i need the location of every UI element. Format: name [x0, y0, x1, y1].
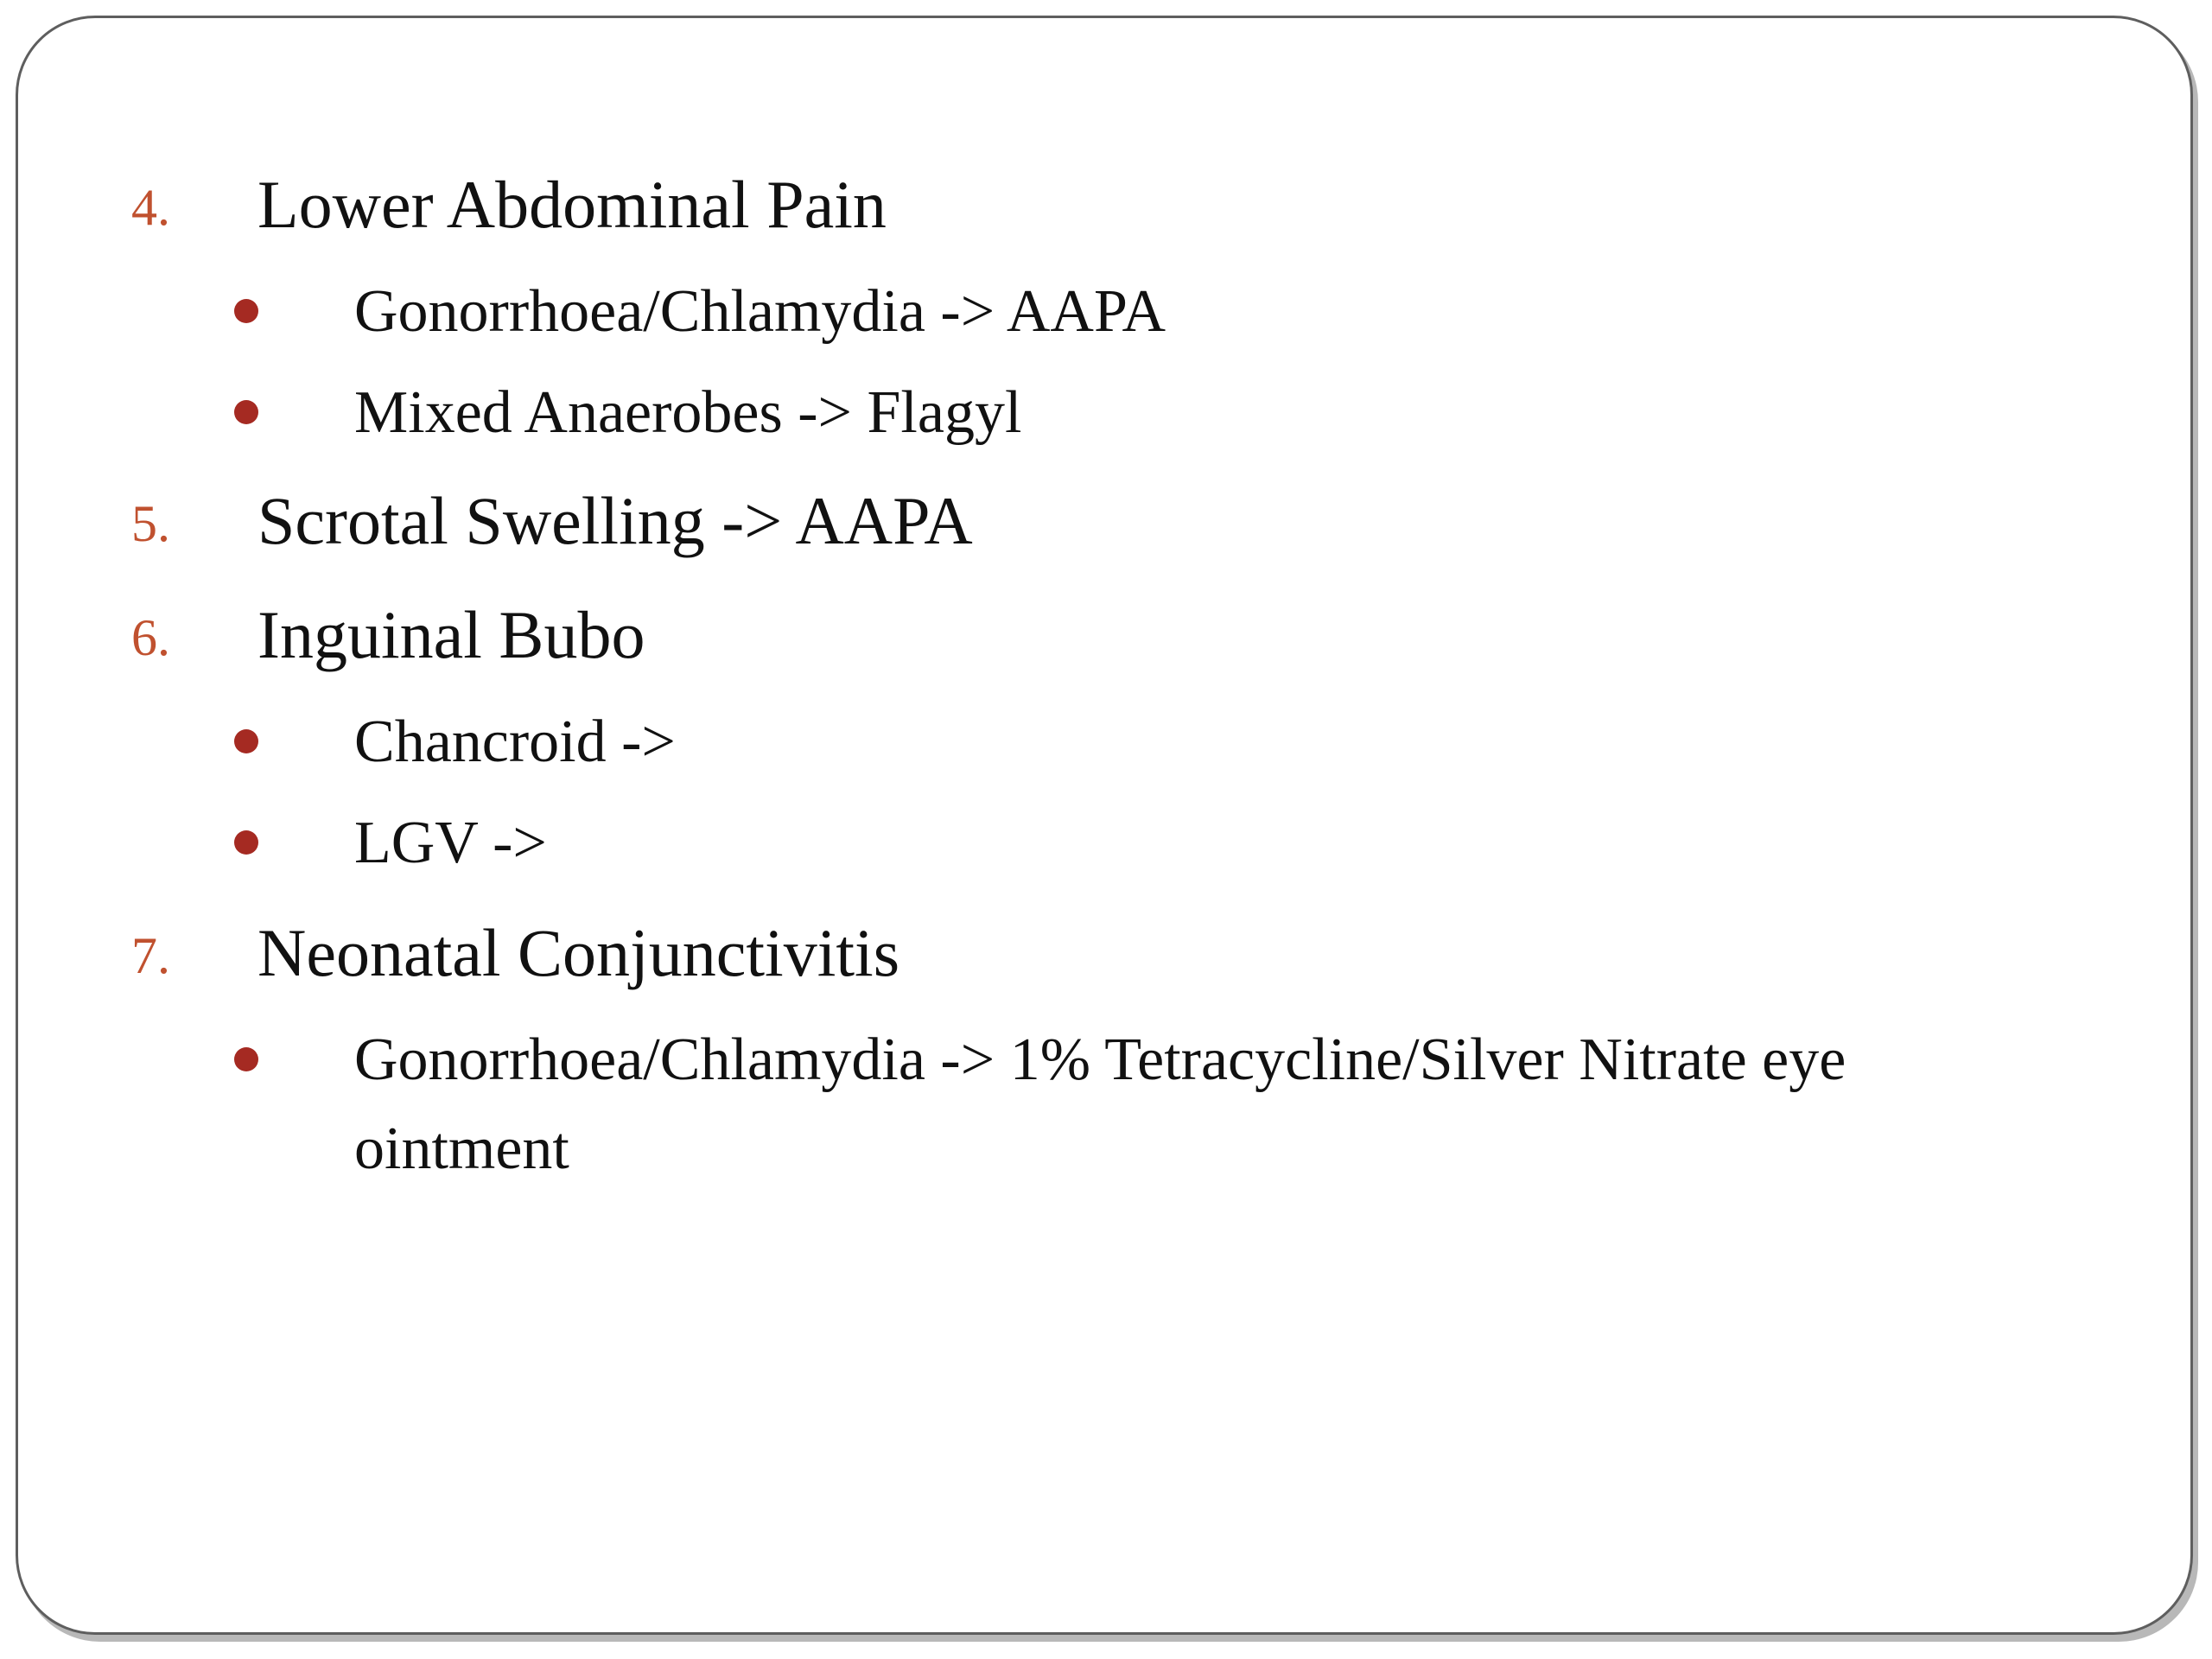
bullet-icon [234, 400, 258, 424]
sub-item: LGV -> [354, 810, 547, 876]
list-number: 7. [131, 927, 170, 984]
list-heading: Scrotal Swelling -> AAPA [257, 483, 973, 558]
sub-item-continuation: ointment [354, 1116, 569, 1182]
sub-item: Mixed Anaerobes -> Flagyl [354, 379, 1022, 446]
bullet-icon [234, 729, 258, 753]
bullet-icon [234, 830, 258, 855]
list-number: 4. [131, 179, 170, 236]
sub-item: Gonorrhoea/Chlamydia -> AAPA [354, 278, 1166, 345]
list-heading: Neonatal Conjunctivitis [257, 915, 900, 990]
list-number: 6. [131, 609, 170, 666]
sub-item: Gonorrhoea/Chlamydia -> 1% Tetracycline/Silver Nitrate eye [354, 1027, 1847, 1093]
list-heading: Inguinal Bubo [257, 597, 645, 672]
bullet-icon [234, 299, 258, 323]
sub-item: Chancroid -> [354, 709, 676, 775]
list-number: 5. [131, 495, 170, 552]
bullet-icon [234, 1047, 258, 1071]
list-heading: Lower Abdominal Pain [257, 167, 887, 242]
